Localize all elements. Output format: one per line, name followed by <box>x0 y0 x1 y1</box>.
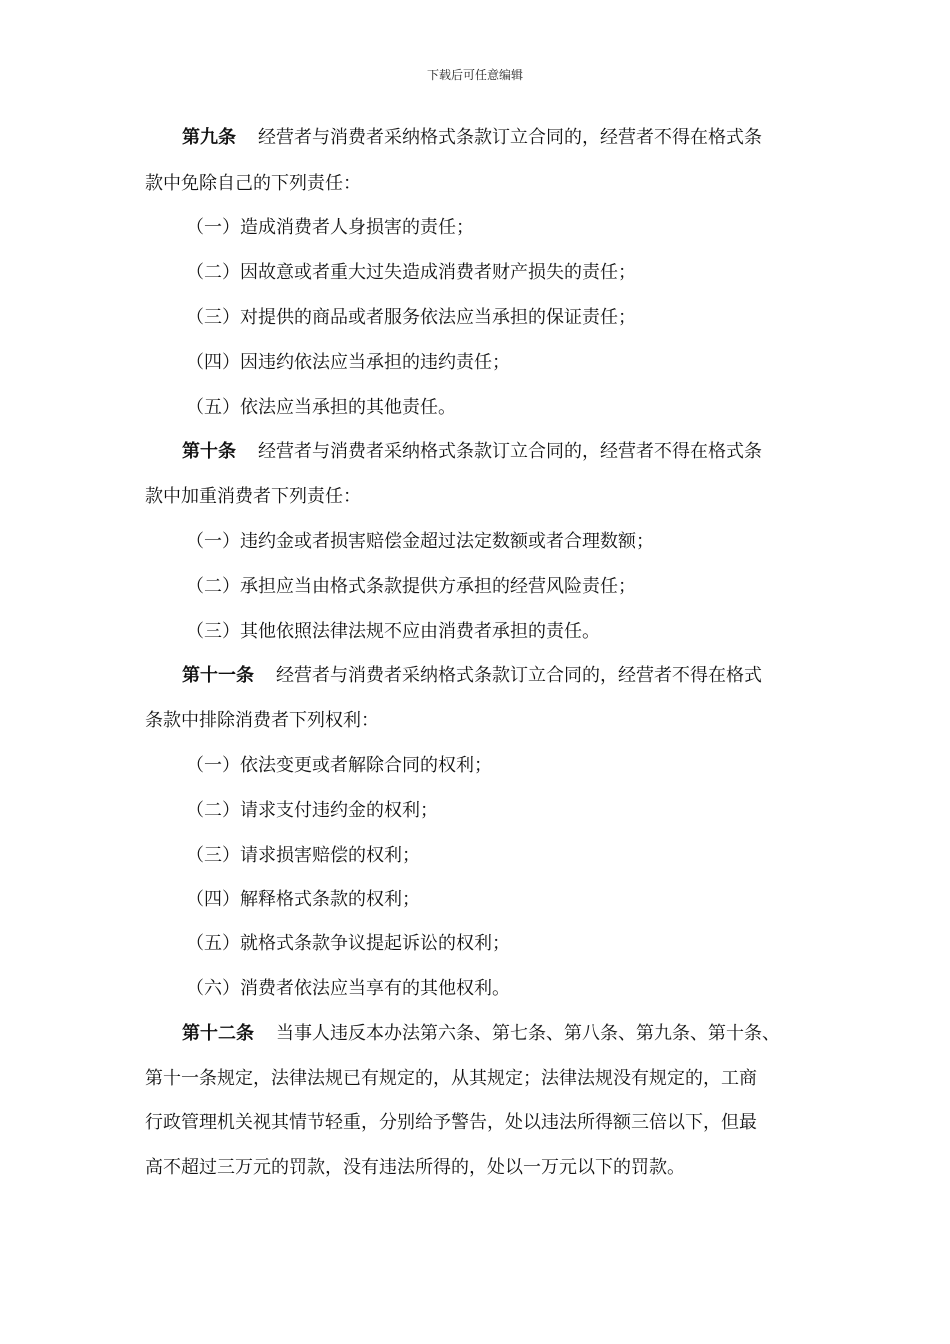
list-item: （三）对提供的商品或者服务依法应当承担的保证责任； <box>186 307 636 328</box>
article-11-text: 经营者与消费者采纳格式条款订立合同的，经营者不得在格式 <box>276 665 762 686</box>
article-12-line-4: 高不超过三万元的罚款，没有违法所得的，处以一万元以下的罚款。 <box>145 1157 685 1178</box>
list-item: （二）请求支付违约金的权利； <box>186 800 438 821</box>
list-item: （二）承担应当由格式条款提供方承担的经营风险责任； <box>186 576 636 597</box>
list-item: （一）造成消费者人身损害的责任； <box>186 217 474 238</box>
list-item: （四）因违约依法应当承担的违约责任； <box>186 352 510 373</box>
article-11-first-line <box>182 664 950 688</box>
article-12-first-line <box>182 1022 950 1046</box>
list-item: （五）就格式条款争议提起诉讼的权利； <box>186 933 510 954</box>
list-item: （二）因故意或者重大过失造成消费者财产损失的责任； <box>186 262 636 283</box>
article-10-continuation: 款中加重消费者下列责任： <box>145 486 361 507</box>
page-header: 下载后可任意编辑 <box>426 68 523 82</box>
article-12-heading: 第十二条 <box>182 1023 254 1044</box>
article-9-continuation: 款中免除自己的下列责任： <box>145 173 361 194</box>
article-12-line-2: 第十一条规定，法律法规已有规定的，从其规定；法律法规没有规定的，工商 <box>145 1068 757 1089</box>
list-item: （一）依法变更或者解除合同的权利； <box>186 755 492 776</box>
list-item: （五）依法应当承担的其他责任。 <box>186 397 456 418</box>
article-10-text: 经营者与消费者采纳格式条款订立合同的，经营者不得在格式条 <box>258 441 762 462</box>
article-10-heading: 第十条 <box>182 441 236 462</box>
article-11-continuation: 条款中排除消费者下列权利： <box>145 710 379 731</box>
article-10-first-line <box>182 440 950 464</box>
list-item: （一）违约金或者损害赔偿金超过法定数额或者合理数额； <box>186 531 654 552</box>
list-item: （六）消费者依法应当享有的其他权利。 <box>186 978 510 999</box>
list-item: （四）解释格式条款的权利； <box>186 889 420 910</box>
article-12-text: 当事人违反本办法第六条、第七条、第八条、第九条、第十条、 <box>276 1023 780 1044</box>
article-9-heading: 第九条 <box>182 127 236 148</box>
article-9-text: 经营者与消费者采纳格式条款订立合同的，经营者不得在格式条 <box>258 127 762 148</box>
article-12-line-3: 行政管理机关视其情节轻重，分别给予警告，处以违法所得额三倍以下，但最 <box>145 1112 757 1133</box>
article-11-heading: 第十一条 <box>182 665 254 686</box>
list-item: （三）其他依照法律法规不应由消费者承担的责任。 <box>186 621 600 642</box>
article-9-first-line <box>182 126 950 150</box>
list-item: （三）请求损害赔偿的权利； <box>186 845 420 866</box>
